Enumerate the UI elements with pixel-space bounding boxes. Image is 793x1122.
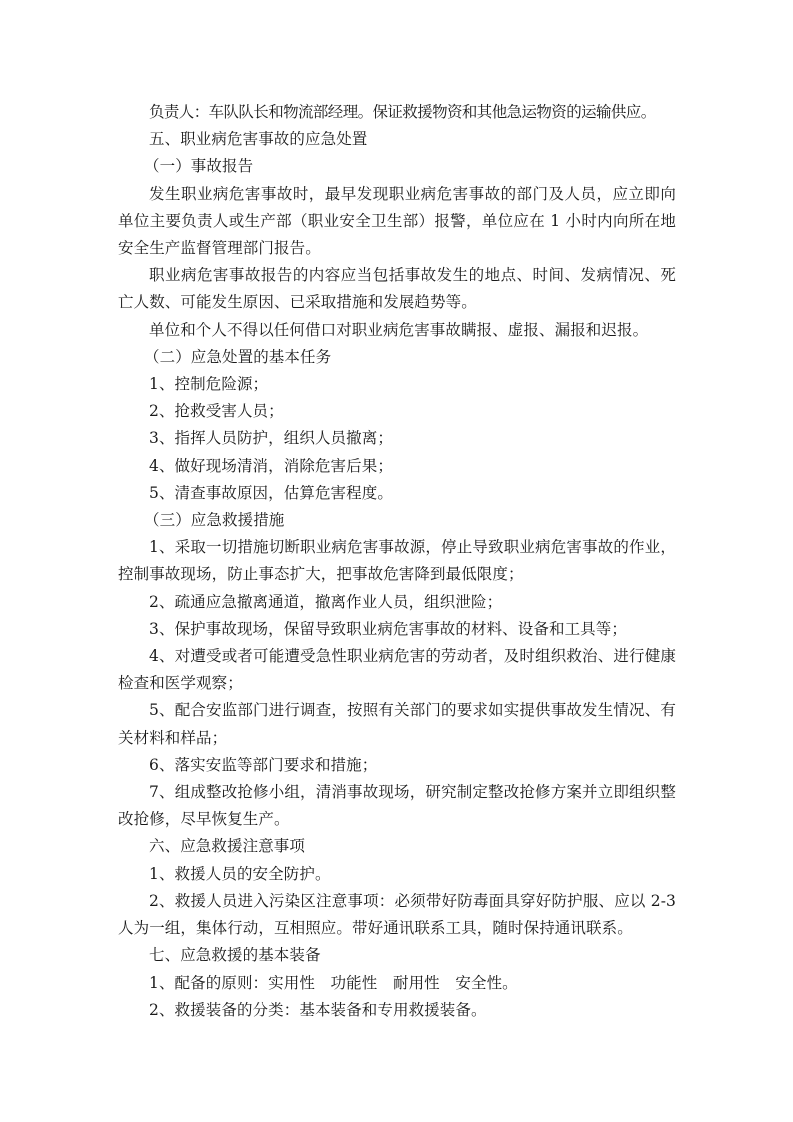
list-item-measure-3: 3、保护事故现场，保留导致职业病危害事故的材料、设备和工具等； [149,619,627,638]
list-item-precaution-2: 2、救援人员进入污染区注意事项：必须带好防毒面具穿好防护服、应以 2-3 人为一组，集体行动，互相照应。带好通讯联系工具，随时保持通讯联系。 [118,891,676,938]
list-item-task-5: 5、清查事故原因，估算危害程度。 [149,483,393,502]
list-item-equipment-1: 1、配备的原则：实用性 功能性 耐用性 安全性。 [149,973,518,992]
subsection-heading-rescue-measures: （三）应急救援措施 [144,511,285,530]
list-item-precaution-1: 1、救援人员的安全防护。 [149,864,331,883]
list-item-task-2: 2、抢救受害人员； [149,402,284,421]
list-item-measure-1: 1、采取一切措施切断职业病危害事故源，停止导致职业病危害事故的作业，控制事故现场，防止事态扩大，把事故危害降到最低限度； [118,538,676,584]
list-item-measure-5: 5、配合安监部门进行调查，按照有关部门的要求如实提供事故发生情况、有关材料和样品； [118,701,676,747]
list-item-measure-6: 6、落实安监等部门要求和措施； [149,755,378,774]
paragraph-report-procedure: 发生职业病危害事故时，最早发现职业病危害事故的部门及人员，应立即向单位主要负责人或生产部（职业安全卫生部）报警，单位应在 1 小时内向所在地安全生产监督管理部门报告。 [118,184,676,258]
list-item-measure-7: 7、组成整改抢修小组，清消事故现场，研究制定整改抢修方案并立即组织整改抢修，尽早恢复生产。 [118,783,676,829]
list-item-task-4: 4、做好现场清消，消除危害后果； [149,456,393,475]
paragraph-report-content: 职业病危害事故报告的内容应当包括事故发生的地点、时间、发病情况、死亡人数、可能发生原因、已采取措施和发展趋势等。 [118,266,676,312]
list-item-measure-4: 4、对遭受或者可能遭受急性职业病危害的劳动者，及时组织救治、进行健康检查和医学观察； [118,647,676,693]
list-item-task-3: 3、指挥人员防护，组织人员撤离； [149,429,393,448]
list-item-equipment-2: 2、救援装备的分类：基本装备和专用救援装备。 [149,1000,487,1019]
subsection-heading-accident-report: （一）事故报告 [144,157,254,176]
document-page [118,99,676,1024]
paragraph-no-concealment: 单位和个人不得以任何借口对职业病危害事故瞒报、虚报、漏报和迟报。 [149,320,649,339]
list-item-task-1: 1、控制危险源； [149,375,269,394]
section-heading-5: 五、职业病危害事故的应急处置 [149,130,368,149]
section-heading-6: 六、应急救援注意事项 [149,837,306,856]
list-item-measure-2: 2、疏通应急撤离通道，撤离作业人员，组织泄险； [149,592,503,611]
subsection-heading-basic-tasks: （二）应急处置的基本任务 [144,347,332,366]
paragraph-responsible-person: 负责人：车队队长和物流部经理。保证救援物资和其他急运物资的运输供应。 [149,103,656,121]
section-heading-7: 七、应急救援的基本装备 [149,946,321,965]
